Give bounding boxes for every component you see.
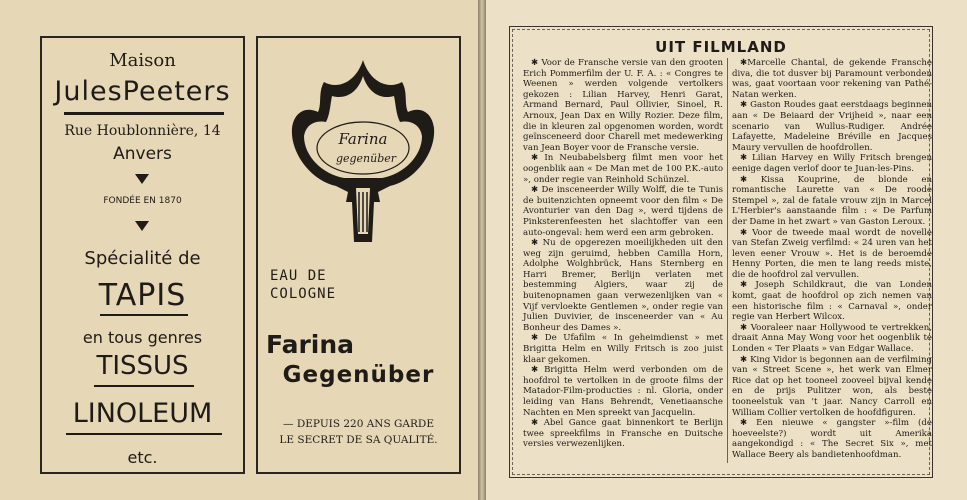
ad-tissus-underline [94,385,194,387]
farina-spade-logo-icon [288,52,438,252]
ad-tissus: TISSUS [96,351,189,381]
ad-company-name: JulesPeeters [54,76,231,107]
ad-city: Anvers [113,144,172,164]
ad-founded: FONDÉE EN 1870 [103,196,182,206]
ad-slogan-line-1: — DEPUIS 220 ANS GARDE [283,418,434,430]
ad-brand-gegenueber: Gegenüber [282,362,435,388]
news-item: ✱ Abel Gance gaat binnenkort te Berlijn twee spreekfilms in Fransche en Duitsche versies verwezenlijken. [523,418,723,450]
news-item: ✱Marcelle Chantal, de gekende Fransche diva, die tot dusver bij Paramount verbonden was, gaat voortaan voor rekening van Pathé-Natan werken. [732,58,932,100]
news-item: ✱ Nu de opgerezen moeilijkheden uit den weg zijn geruimd, hebben Camilla Horn, Adolphe Wolghbrück, Hans Sternberg en Harri Bremer, Berlijn verlaten met bestemming Algiers, waar zij de buitenopnamen gaan verwezenlijken van « Vijf vervloekte Gentlemen », onder regie van Julien Duvivier, de insceneerder van « Au Bonheur des Dames ». [523,238,723,333]
news-item: ✱ Gaston Roudes gaat eerstdaags beginnen aan « De Beiaard der Vrijheid », naar een scenario van Wullus-Rudiger. Andrée Lafayette, Madeleine Bréville en Jacques Maury vervullen de hoofdrollen. [732,100,932,153]
article-column-right [732,58,932,461]
ad-genres: en tous genres [82,328,203,347]
logo-gegenueber-text: gegenüber [335,152,397,165]
column-divider [727,58,728,463]
article-column-left [523,58,723,450]
ad-etc: etc. [127,448,158,467]
news-item: ✱ Joseph Schildkraut, die van Londen komt, gaat de hoofdrol op zich nemen van een historische film : « Carnaval », onder regie van Herbert Wilcox. [732,280,932,323]
news-item: ✱ Lilian Harvey en Willy Fritsch brengen eenige dagen verlof door te Juan-les-Pins. [732,153,932,174]
news-item: ✱ King Vidor is begonnen aan de verfilming van « Street Scene », het werk van Elmer Rice dat op het tooneel zooveel bijval kende en de prijs Pulitzer won, als beste tooneelstuk van 't jaar. Nancy Carroll en William Collier vertolken de hoofdfiguren. [732,354,932,418]
ad-linoleum: LINOLEUM [72,398,213,429]
ad-street: Rue Houblonnière, 14 [64,123,221,139]
news-item: ✱ Voor de tweede maal wordt de novelle van Stefan Zweig verfilmd: « 24 uren van het leven eener Vrouw ». Het is de beroemde Henny Porten, die men te lang reeds miste, die de hoofdrol zal vervullen. [732,227,932,280]
news-item: ✱ Vooraleer naar Hollywood te vertrekken, draait Anna May Wong voor het oogenblik te Londen « Ter Plaats » van Edgar Wallace. [732,322,932,355]
article-title: UIT FILMLAND [655,38,787,56]
triangle-ornament-icon [135,174,149,184]
news-item: ✱ Voor de Fransche versie van den grooten Erich Pommerfilm der U. F. A. : « Congres te Weenen » werden volgende vertolkers gekozen : Lilian Harvey, Henri Garat, Armand Bernard, Paul Ollivier, Sinoel, R. Arnoux, Jean Dax en Willy Rozier. Deze film, die in kleuren zal opgenomen worden, wordt geïnsceneerd door Charell met medewerking van Jean Boyer voor de Fransche versie. [523,58,723,153]
ad-rule [64,112,224,115]
ad-linoleum-underline [66,433,222,435]
ad-maison: Maison [109,50,176,71]
triangle-ornament-icon [135,221,149,231]
logo-farina-text: Farina [338,130,388,148]
book-gutter [478,0,486,500]
news-item: ✱ Kissa Kouprine, de blonde en romantische Laurette van « De roode Stempel », zal de fatale vrouw zijn in Marcel L'Herbier's aanstaande film : « De Parfum der Dame in het zwart » van Gaston Leroux. [732,174,932,227]
news-item: ✱ De insceneerder Willy Wolff, die te Tunis de buitenzichten opneemt voor den film « De Avonturier van den Dag », werd tijdens de Pinksterenfeesten het slachtoffer van een auto-ongeval: hem werd een arm gebroken. [523,185,723,238]
ad-slogan-line-2: LE SECRET DE SA QUALITÉ. [279,434,438,446]
news-item: ✱ De Ufafilm « In geheimdienst » met Brigitta Helm en Willy Fritsch is zoo juist klaar gekomen. [523,333,723,365]
ad-eau-de: EAU DE [270,268,327,284]
ad-tapis-underline [100,314,188,316]
ad-brand-farina: Farina [266,330,355,359]
news-item: ✱ Brigitta Helm werd verbonden om de hoofdrol te vertolken in de groote films der Matador-Film-producties : nl. Gloria, onder leiding van Hans Behrendt, Venetiaansche Nachten en Men spreekt van Jacquelin. [523,365,723,418]
ad-jules-peeters [40,36,245,474]
ad-tapis: TAPIS [98,278,187,313]
ad-farina [256,36,461,474]
ad-cologne: COLOGNE [270,286,337,302]
news-item: ✱ In Neubabelsberg filmt men voor het oogenblik aan « De Man met de 100 P.K.-auto », onder regie van Reinhold Schünzel. [523,153,723,185]
ad-speciality: Spécialité de [84,248,201,269]
news-item: ✱ Een nieuwe « gangster »-film (de hoeveelste?) wordt uit Amerika aangekondigd : « The Secret Six », met Wallace Beery als bandietenhoofdman. [732,418,932,460]
